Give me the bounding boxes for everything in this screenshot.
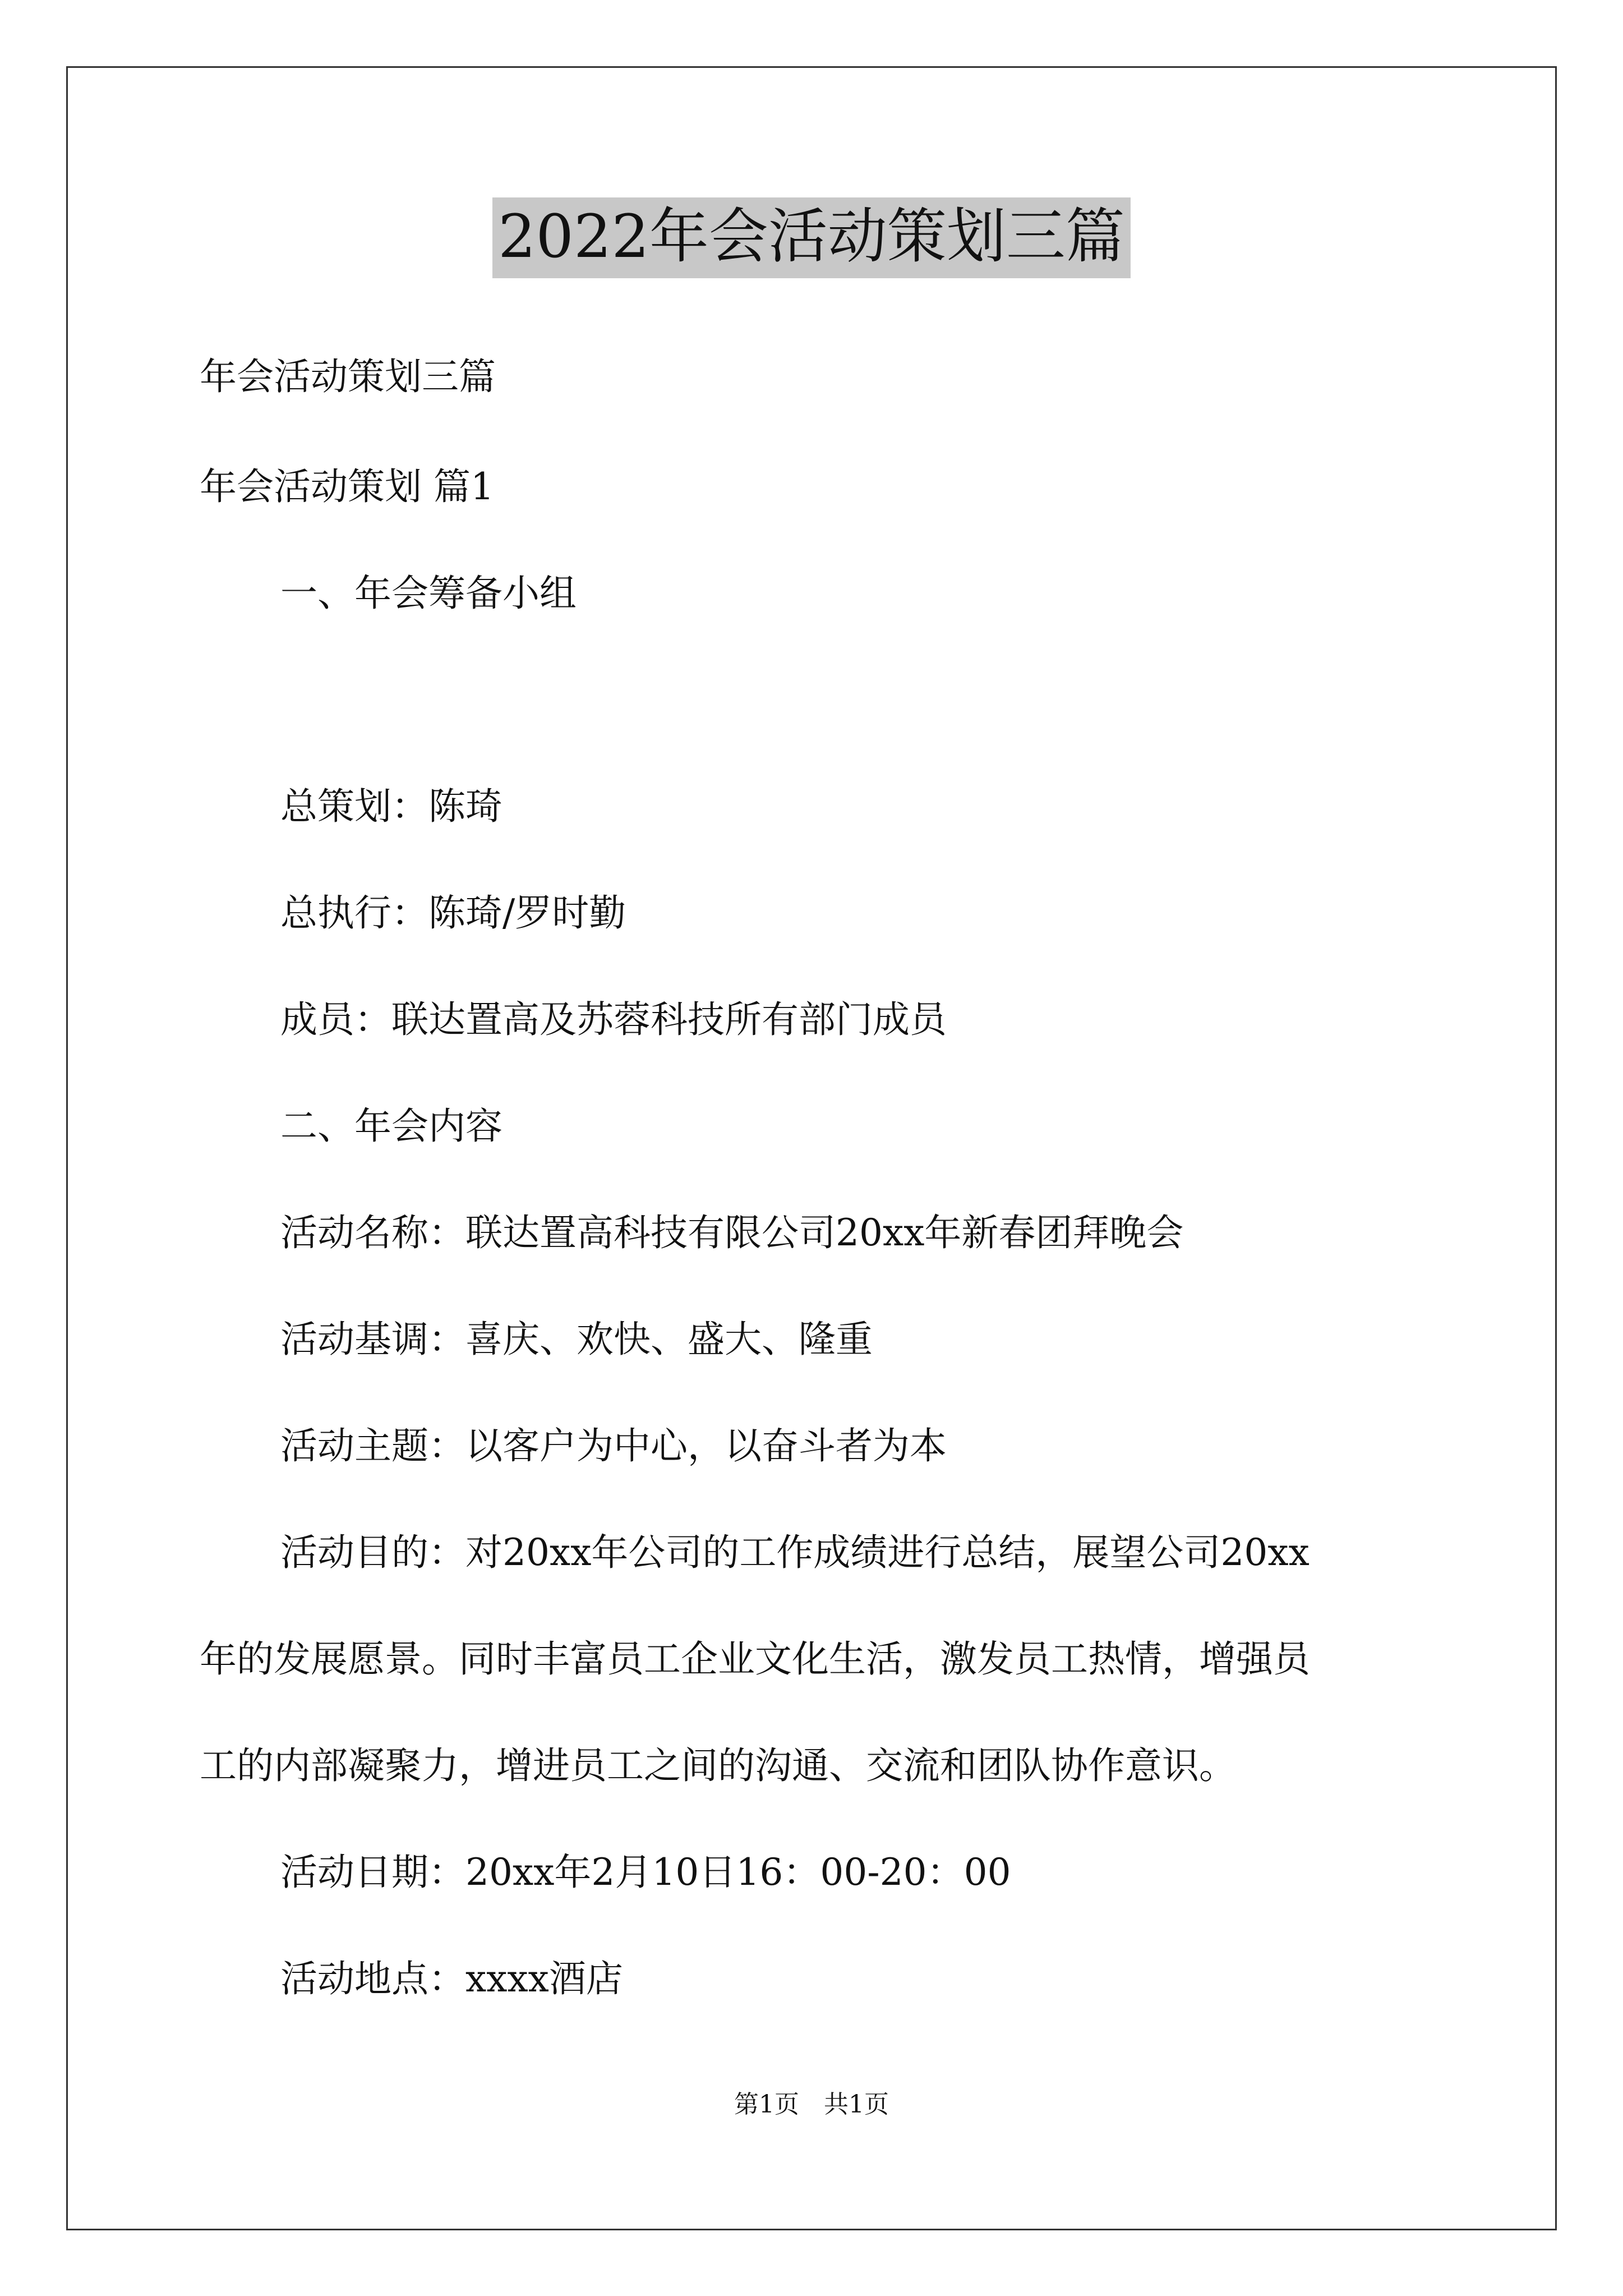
paragraph-activity-purpose-line1: 活动目的：对20xx年公司的工作成绩进行总结，展望公司20xx bbox=[280, 1531, 1310, 1574]
section-heading-part1: 年会活动策划 篇1 bbox=[200, 465, 494, 508]
paragraph-members: 成员：联达置高及苏蓉科技所有部门成员 bbox=[280, 998, 947, 1041]
paragraph-activity-location: 活动地点：xxxx酒店 bbox=[280, 1957, 623, 2000]
paragraph-activity-tone: 活动基调：喜庆、欢快、盛大、隆重 bbox=[280, 1318, 873, 1361]
paragraph-activity-date: 活动日期：20xx年2月10日16：00-20：00 bbox=[280, 1851, 1011, 1894]
title-container bbox=[0, 197, 1623, 278]
paragraph-chief-executor: 总执行：陈琦/罗时勤 bbox=[280, 891, 626, 935]
heading-planning-group: 一、年会筹备小组 bbox=[280, 572, 577, 615]
heading-annual-content: 二、年会内容 bbox=[280, 1105, 502, 1148]
subtitle: 年会活动策划三篇 bbox=[200, 355, 496, 398]
paragraph-activity-purpose-line2: 年的发展愿景。同时丰富员工企业文化生活，激发员工热情，增强员 bbox=[200, 1637, 1310, 1681]
paragraph-chief-planner: 总策划：陈琦 bbox=[280, 785, 502, 828]
document-title: 2022年会活动策划三篇 bbox=[492, 197, 1131, 278]
paragraph-activity-name: 活动名称：联达置高科技有限公司20xx年新春团拜晚会 bbox=[280, 1211, 1184, 1254]
paragraph-activity-theme: 活动主题：以客户为中心，以奋斗者为本 bbox=[280, 1424, 947, 1467]
paragraph-activity-purpose-line3: 工的内部凝聚力，增进员工之间的沟通、交流和团队协作意识。 bbox=[200, 1744, 1236, 1787]
page-footer: 第1页 共1页 bbox=[734, 2090, 889, 2119]
